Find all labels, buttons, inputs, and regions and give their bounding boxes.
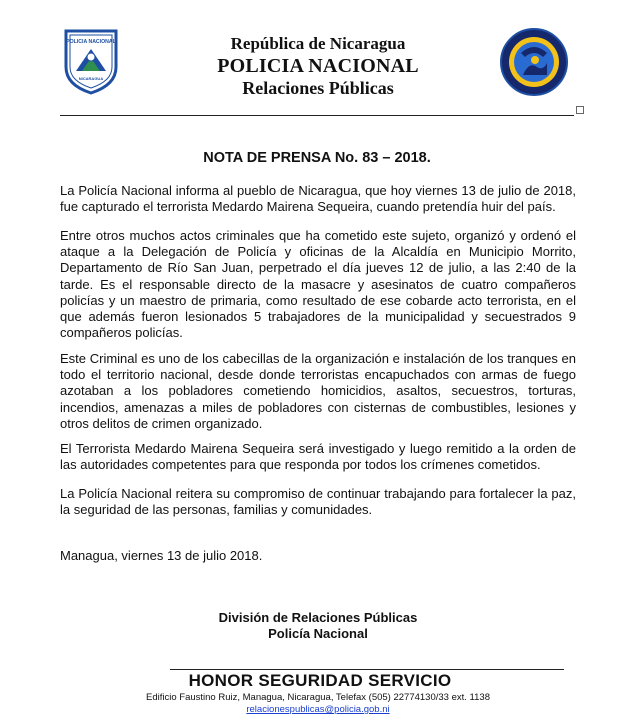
header-department: Relaciones Públicas bbox=[242, 78, 394, 98]
header-divider bbox=[60, 115, 574, 116]
signature-institution: Policía Nacional bbox=[268, 626, 368, 641]
square-marker-icon bbox=[576, 106, 584, 114]
footer-divider bbox=[170, 669, 564, 670]
paragraph: La Policía Nacional reitera su compromiso de continuar trabajando para fortalecer la paz, la seguridad de las personas, familias y comunidades. bbox=[60, 486, 576, 518]
svg-text:NICARAGUA: NICARAGUA bbox=[78, 76, 104, 81]
press-release-title: NOTA DE PRENSA No. 83 – 2018. bbox=[203, 150, 431, 166]
footer-email-line bbox=[60, 704, 576, 715]
footer-motto: HONOR SEGURIDAD SERVICIO bbox=[188, 671, 452, 690]
paragraph: Este Criminal es uno de los cabecillas de la organización e instalación de los tranques en todo el territorio nacional, desde donde terroristas encapuchados con armas de fuego azotaban a los pobladores cometiendo homicidios, asaltos, secuestros, torturas, incendios, amenazas a miles de pobladores con cisternas de combustibles, lesiones y otros delitos de crimen organizado. bbox=[60, 351, 576, 431]
header-institution: POLICIA NACIONAL bbox=[217, 55, 419, 77]
community-police-seal-icon bbox=[499, 27, 569, 97]
dateline: Managua, viernes 13 de julio 2018. bbox=[60, 548, 263, 563]
email-link[interactable]: relacionespublicas@policia.gob.ni bbox=[246, 704, 390, 715]
paragraph: La Policía Nacional informa al pueblo de Nicaragua, que hoy viernes 13 de julio de 2018, fue capturado el terrorista Medardo Mairena Sequeira, cuando pretendía huir del país. bbox=[60, 183, 576, 215]
paragraph: Entre otros muchos actos criminales que ha cometido este sujeto, organizó y ordenó el ataque a la Delegación de Policía y oficinas de la Alcaldía en Municipio Morrito, Departamento de Río San Juan, perpetrado el día jueves 12 de julio, a las 2:40 de la tarde. Es el responsable directo de la masacre y asesinatos de cuatro compañeros policías y un maestro de primaria, como resultado de ese cobarde acto terrorista, en el que además fueron lesionados 5 trabajadores de la municipalidad y secuestrados 9 compañeros policías. bbox=[60, 228, 576, 341]
signature-division: División de Relaciones Públicas bbox=[218, 610, 418, 625]
svg-text:POLICIA NACIONAL: POLICIA NACIONAL bbox=[66, 39, 116, 45]
header-republic: República de Nicaragua bbox=[230, 34, 406, 53]
footer-address: Edificio Faustino Ruiz, Managua, Nicaragua, Telefax (505) 22774130/33 ext. 1138 bbox=[146, 692, 490, 703]
police-shield-emblem-icon bbox=[62, 27, 120, 95]
paragraph: El Terrorista Medardo Mairena Sequeira será investigado y luego remitido a la orden de las autoridades competentes para que responda por todos los crímenes cometidos. bbox=[60, 441, 576, 473]
